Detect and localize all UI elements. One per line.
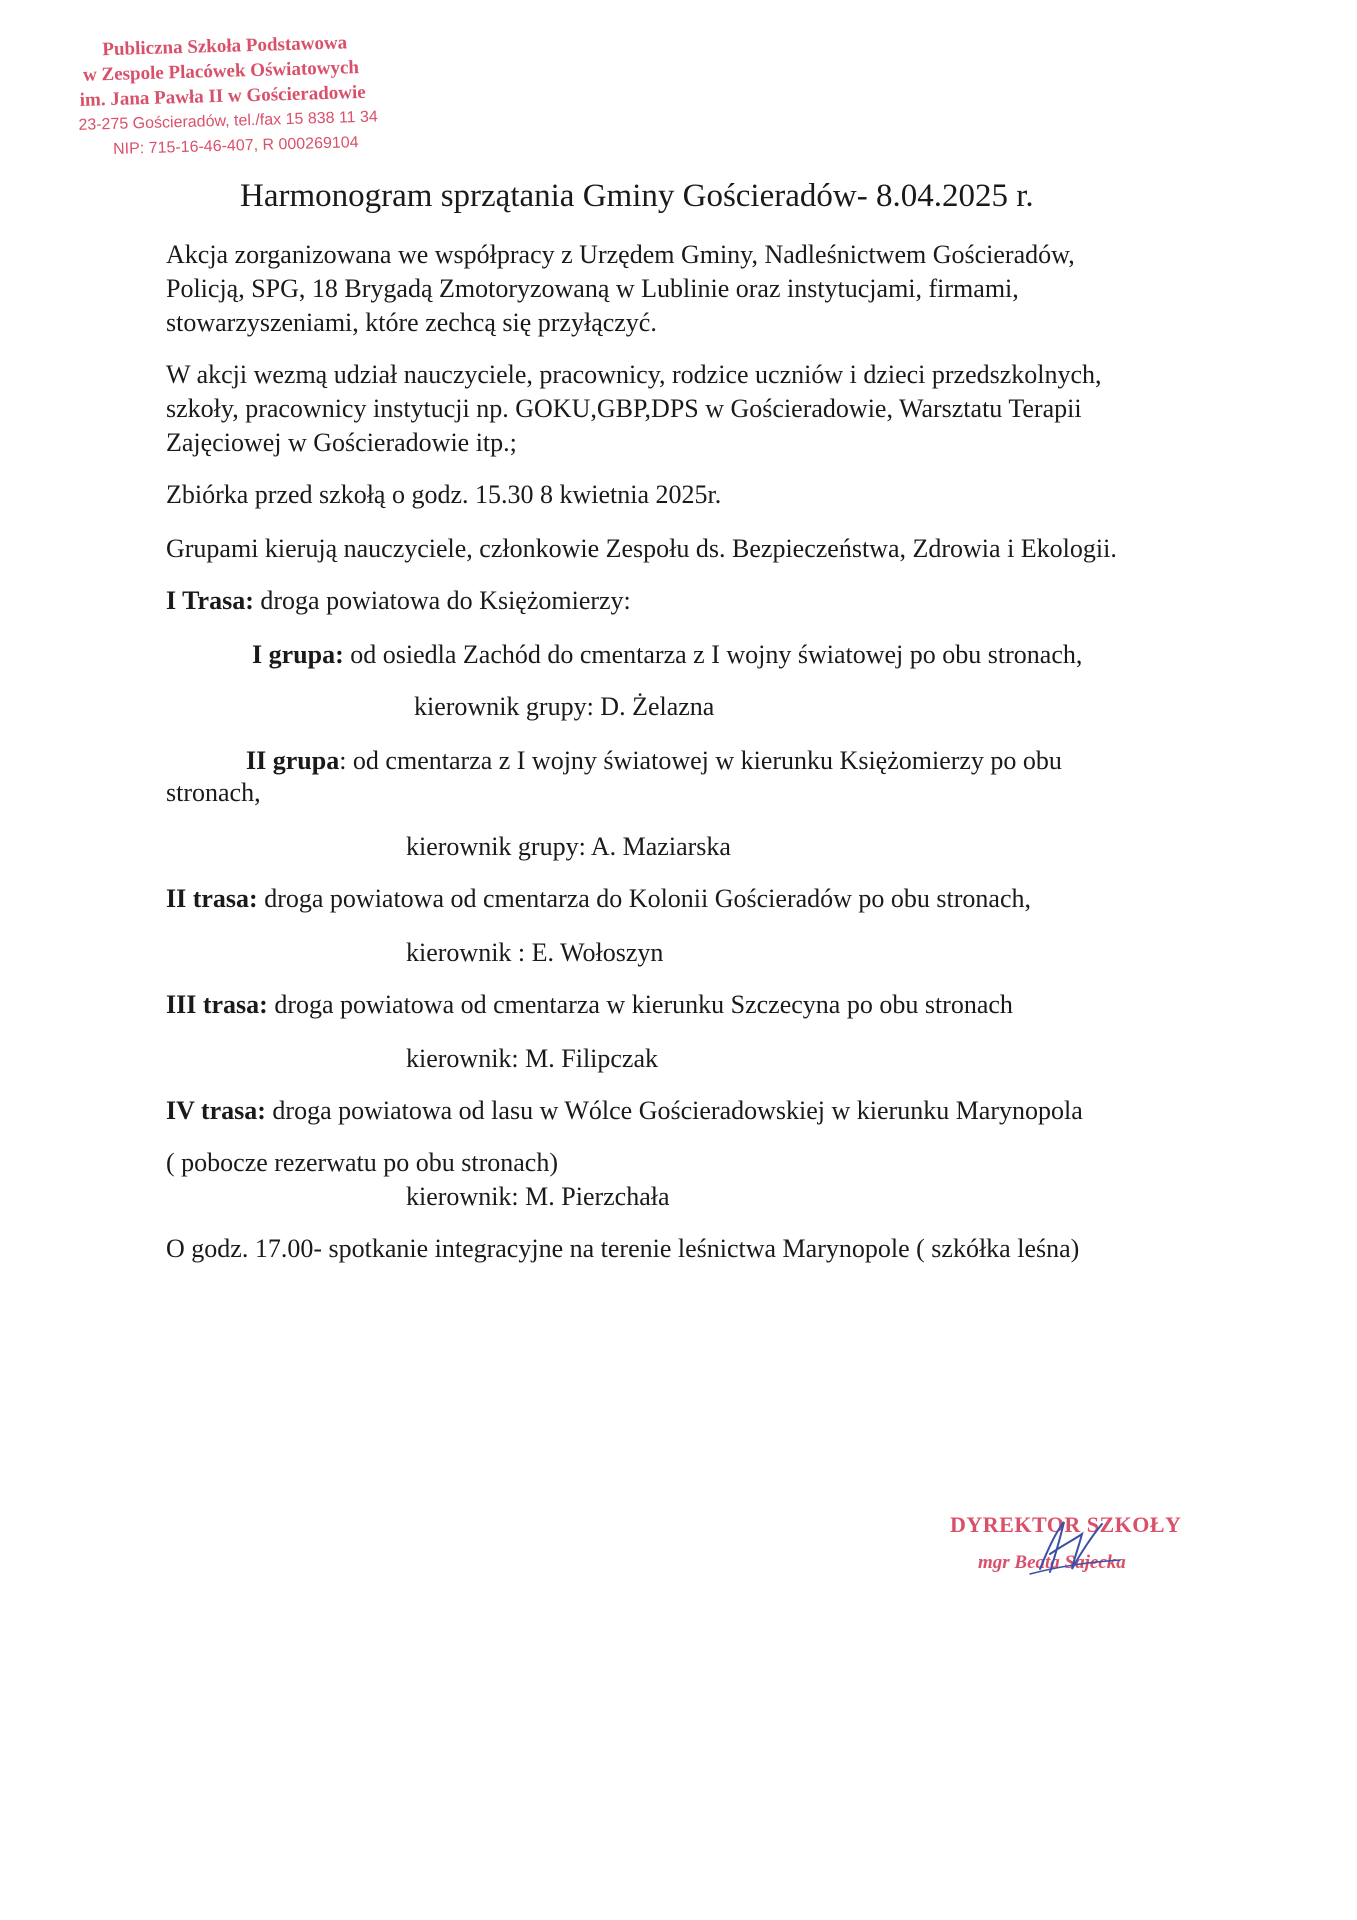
stamp-line: im. Jana Pawła II w Gościeradowie (79, 81, 366, 111)
route-2-text: droga powiatowa od cmentarza do Kolonii Gościeradów po obu stronach, (257, 884, 1032, 913)
route-2-label: II trasa: (166, 884, 258, 913)
group-2-text-cont: stronach, (166, 778, 261, 807)
route-1-label: I Trasa: (166, 586, 254, 615)
group-2-text: : od cmentarza z I wojny światowej w kierunku Księżomierzy po obu (339, 746, 1062, 775)
handwritten-signature-icon (1020, 1514, 1140, 1584)
route-1-text: droga powiatowa do Księżomierzy: (253, 586, 631, 615)
director-signature-stamp (950, 1512, 1200, 1592)
stamp-line: w Zespole Placówek Oświatowych (82, 57, 360, 86)
stamp-line: NIP: 715-16-46-407, R 000269104 (112, 134, 359, 158)
group-1-text: od osiedla Zachód do cmentarza z I wojny światowej po obu stronach, (343, 640, 1083, 669)
stamp-line: Publiczna Szkoła Podstawowa (102, 32, 348, 61)
group-1-label: I grupa: (252, 640, 344, 669)
participants-line: Zajęciowej w Gościeradowie itp.; (166, 428, 517, 457)
route-4-label: IV trasa: (166, 1096, 266, 1125)
intro-line: stowarzyszeniami, które zechcą się przyłączyć. (166, 308, 657, 337)
document-title: Harmonogram sprzątania Gminy Gościeradów- 8.04.2025 r. (240, 178, 1034, 214)
route-4-text: droga powiatowa od lasu w Wólce Gościeradowskiej w kierunku Marynopola (265, 1096, 1083, 1125)
route-3-text: droga powiatowa od cmentarza w kierunku Szczecyna po obu stronach (267, 990, 1013, 1019)
group-2-leader: kierownik grupy: A. Maziarska (406, 832, 731, 861)
route-3 (166, 988, 1013, 1022)
route-1-group-2 (246, 744, 1062, 778)
route-2-leader: kierownik : E. Wołoszyn (406, 938, 664, 967)
route-2 (166, 882, 1031, 916)
signature-title: DYREKTOR SZKOŁY (950, 1512, 1182, 1537)
intro-line: Policją, SPG, 18 Brygadą Zmotoryzowaną w Lublinie oraz instytucjami, firmami, (166, 274, 1019, 303)
signature-name: mgr Beata Sajecka (978, 1552, 1126, 1573)
gathering-info: Zbiórka przed szkołą o godz. 15.30 8 kwietnia 2025r. (166, 480, 722, 509)
route-4-text-cont: ( pobocze rezerwatu po obu stronach) (166, 1148, 558, 1177)
school-stamp (74, 28, 437, 163)
group-1-leader: kierownik grupy: D. Żelazna (414, 692, 715, 721)
closing-line: O godz. 17.00- spotkanie integracyjne na terenie leśnictwa Marynopole ( szkółka leśna) (166, 1234, 1080, 1263)
participants-line: szkoły, pracownicy instytucji np. GOKU,GBP,DPS w Gościeradowie, Warsztatu Terapii (166, 394, 1082, 423)
group-2-label: II grupa (246, 746, 340, 775)
route-3-leader: kierownik: M. Filipczak (406, 1044, 659, 1073)
participants-line: W akcji wezmą udział nauczyciele, pracownicy, rodzice uczniów i dzieci przedszkolnych, (166, 360, 1102, 389)
route-1 (166, 584, 631, 618)
route-3-label: III trasa: (166, 990, 268, 1019)
route-1-group-1 (252, 638, 1082, 672)
route-4-leader: kierownik: M. Pierzchała (406, 1182, 670, 1211)
route-4 (166, 1094, 1083, 1128)
leaders-note: Grupami kierują nauczyciele, członkowie Zespołu ds. Bezpieczeństwa, Zdrowia i Ekologii. (166, 534, 1117, 563)
stamp-line: 23-275 Gościeradów, tel./fax 15 838 11 34 (78, 108, 379, 134)
intro-line: Akcja zorganizowana we współpracy z Urzędem Gminy, Nadleśnictwem Gościeradów, (166, 240, 1075, 269)
